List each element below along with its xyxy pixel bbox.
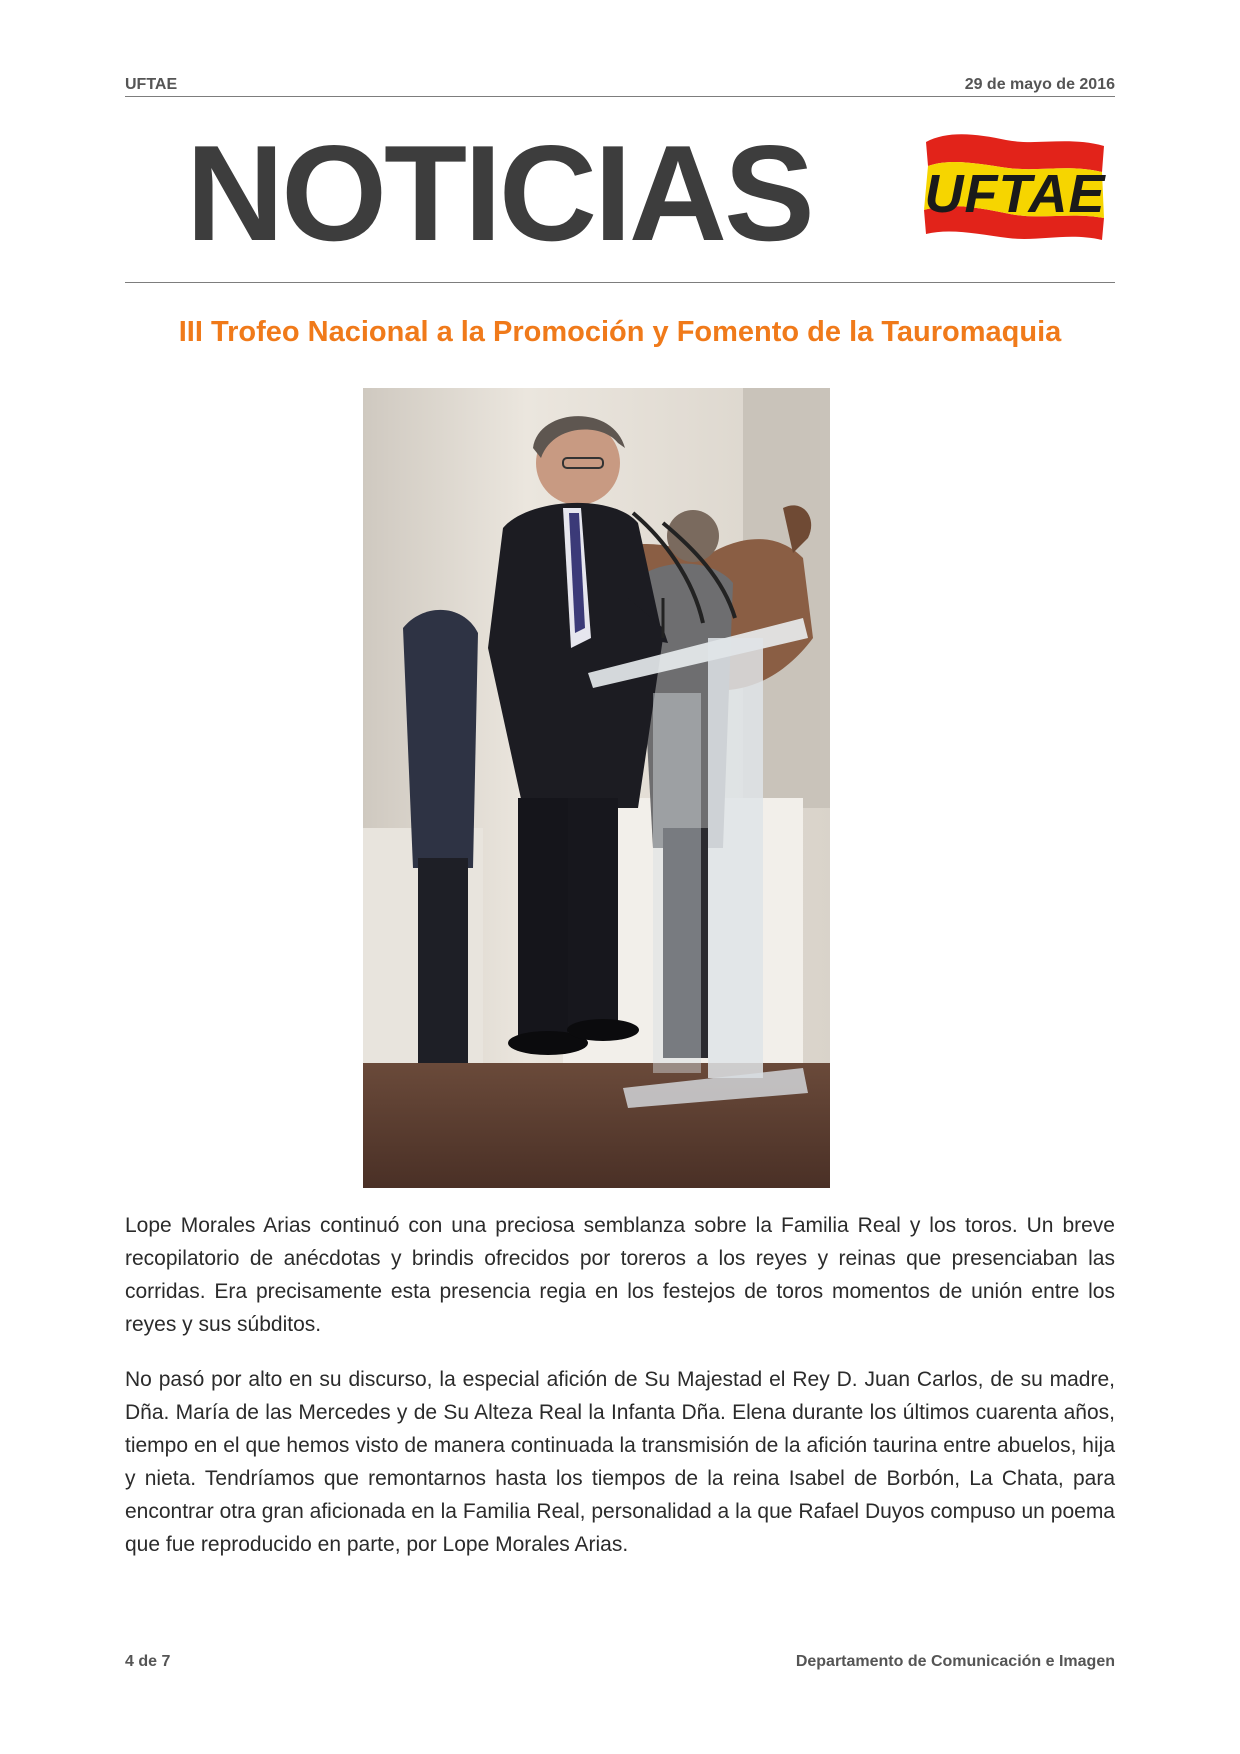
logo-text: UFTAE: [924, 164, 1106, 224]
article-paragraph: Lope Morales Arias continuó con una preciosa semblanza sobre la Familia Real y los toros. Un breve recopilatorio de anécdotas y brindis ofrecidos por toreros a los reyes y reinas que presenciaban las corridas. Era precisamente esta presencia regia en los festejos de toros momentos de unión entre los reyes y sus súbditos.: [125, 1214, 1115, 1336]
masthead-title: NOTICIAS: [186, 117, 812, 269]
article-photo: [363, 388, 830, 1188]
header-org: UFTAE: [125, 76, 178, 93]
header-date: 29 de mayo de 2016: [964, 76, 1115, 93]
masthead-rule: [125, 282, 1115, 283]
uftae-logo: [918, 128, 1112, 250]
page-number: 4 de 7: [125, 1653, 171, 1670]
photo-speaker-at-lectern-icon: [363, 388, 830, 1188]
footer-department: Departamento de Comunicación e Imagen: [795, 1653, 1115, 1670]
article-headline: III Trofeo Nacional a la Promoción y Fomento de la Tauromaquia: [178, 316, 1062, 348]
article-paragraph: No pasó por alto en su discurso, la especial afición de Su Majestad el Rey D. Juan Carlos, de su madre, Dña. María de las Mercedes y de Su Alteza Real la Infanta Dña. Elena durante los últimos cuarenta años, tiempo en el que hemos visto de manera continuada la transmisión de la afición taurina entre abuelos, hija y nieta. Tendríamos que remontarnos hasta los tiempos de la reina Isabel de Borbón, La Chata, para encontrar otra gran aficionada en la Familia Real, personalidad a la que Rafael Duyos compuso un poema que fue reproducido en parte, por Lope Morales Arias.: [125, 1368, 1115, 1556]
header-rule: [125, 96, 1115, 97]
